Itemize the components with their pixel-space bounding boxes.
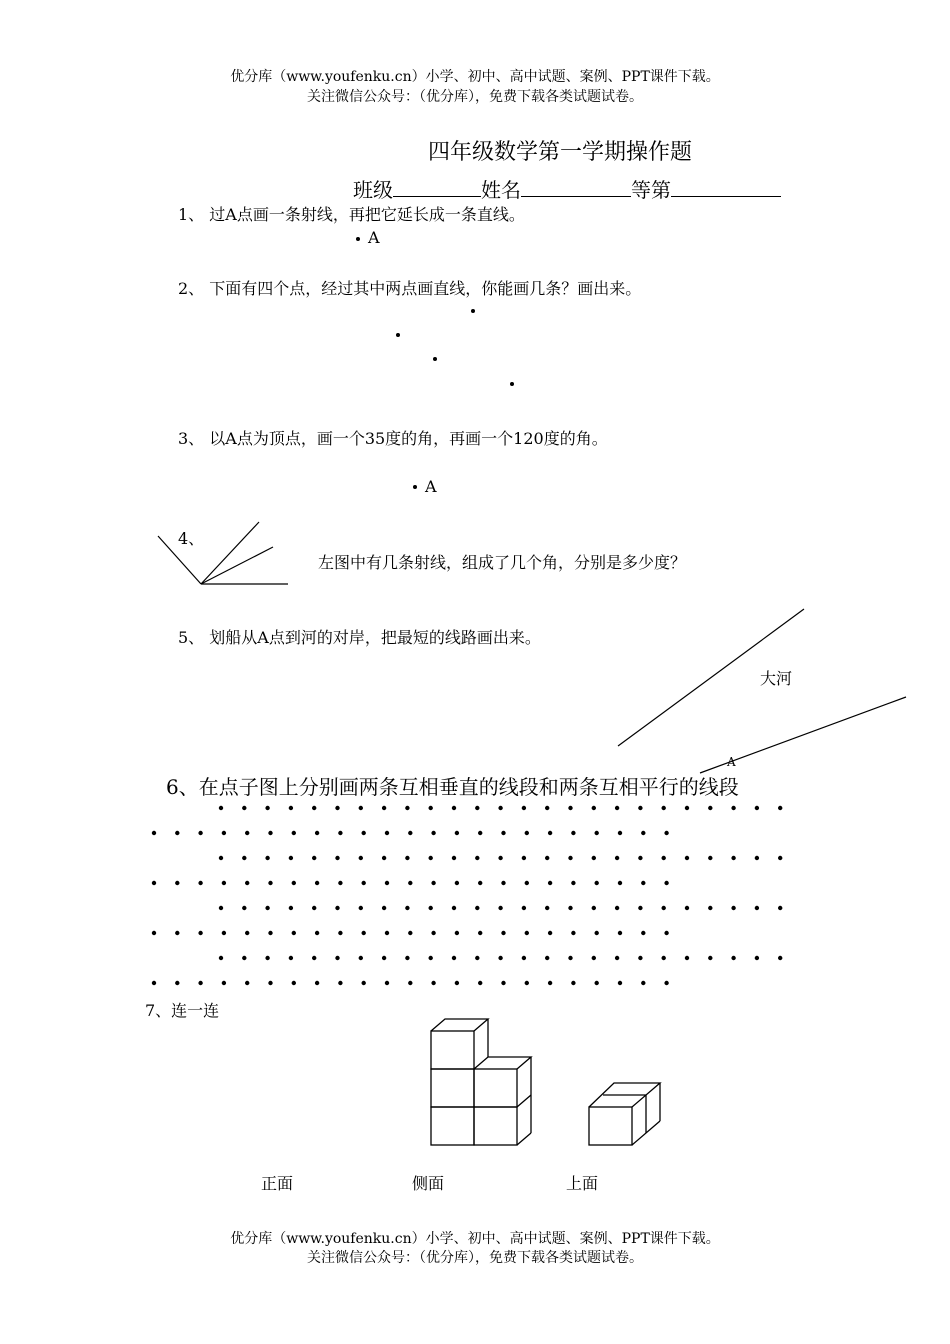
label-top-view: 上面	[566, 1174, 599, 1193]
page-title: 四年级数学第一学期操作题	[428, 140, 693, 165]
question-5: 5、 划船从A点到河的对岸，把最短的线路画出来。	[178, 628, 541, 647]
question-1: 1、 过A点画一条射线，再把它延长成一条直线。	[178, 205, 525, 224]
question-4: 左图中有几条射线，组成了几个角，分别是多少度？	[318, 553, 687, 572]
river-label: 大河	[760, 669, 793, 688]
question-7: 7、连一连	[145, 1001, 220, 1020]
name-label: 姓名	[481, 178, 521, 202]
cube-front-mid-right	[474, 1069, 517, 1107]
grade-label: 等第	[631, 178, 671, 202]
class-label: 班级	[353, 178, 393, 202]
cube-small-front	[589, 1107, 632, 1145]
header-line-1: 优分库（www.youfenku.cn）小学、初中、高中试题、案例、PPT课件下载。	[230, 69, 720, 85]
question-6: 6、在点子图上分别画两条互相垂直的线段和两条互相平行的线段	[166, 775, 739, 799]
question-4-number: 4、	[178, 529, 205, 548]
label-side-view: 侧面	[412, 1174, 445, 1193]
question-3: 3、 以A点为顶点，画一个35度的角，再画一个120度的角。	[178, 429, 608, 448]
cube-front-bottom-right	[474, 1107, 517, 1145]
cube-front-mid-left	[431, 1069, 474, 1107]
label-front-view: 正面	[261, 1174, 294, 1193]
question-2: 2、 下面有四个点，经过其中两点画直线，你能画几条？画出来。	[178, 279, 642, 298]
cube-front-bottom-left	[431, 1107, 474, 1145]
header-line-2: 关注微信公众号：（优分库），免费下载各类试题试卷。	[307, 89, 643, 105]
cube-front-top	[431, 1031, 474, 1069]
q5-point-label: A	[727, 755, 736, 769]
q1-point-label: A	[368, 228, 380, 247]
footer-line-2: 关注微信公众号：（优分库），免费下载各类试题试卷。	[307, 1250, 643, 1266]
q3-point-label: A	[425, 477, 437, 496]
footer-line-1: 优分库（www.youfenku.cn）小学、初中、高中试题、案例、PPT课件下载。	[230, 1231, 720, 1247]
